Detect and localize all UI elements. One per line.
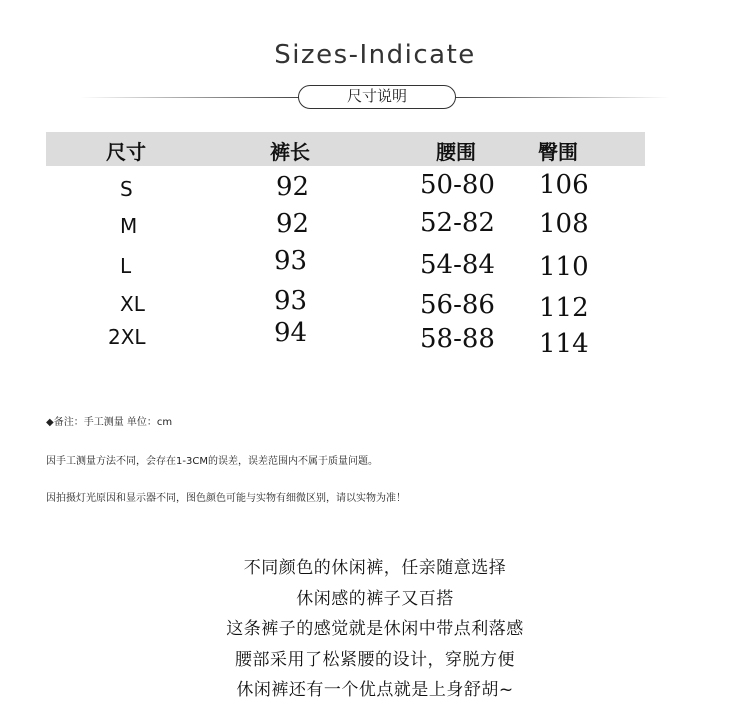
cell-hip: 114 [539, 329, 589, 359]
cell-length: 93 [274, 246, 308, 276]
cell-waist: 54-84 [420, 250, 495, 280]
cell-hip: 110 [539, 252, 589, 282]
cell-length: 93 [274, 286, 308, 316]
cell-size: S [120, 177, 133, 201]
description-line: 这条裤子的感觉就是休闲中带点利落感 [226, 619, 524, 639]
cell-size: XL [120, 292, 145, 316]
header-waist: 腰围 [436, 140, 476, 164]
description-line: 休闲感的裤子又百搭 [296, 589, 454, 609]
note-color: 因拍摄灯光原因和显示器不同，图色颜色可能与实物有细微区别，请以实物为准！ [46, 493, 406, 504]
description-line: 腰部采用了松紧腰的设计，穿脱方便 [235, 650, 515, 670]
divider-left [80, 97, 300, 98]
page-title: Sizes-Indicate [274, 40, 476, 70]
note-unit: ◆备注：手工测量 单位：cm [46, 417, 173, 428]
note-error: 因手工测量方法不同，会存在1-3CM的误差，误差范围内不属于质量问题。 [46, 456, 378, 467]
description-line: 休闲裤还有一个优点就是上身舒胡~ [236, 680, 514, 700]
cell-length: 92 [276, 209, 310, 239]
cell-waist: 58-88 [420, 324, 495, 354]
cell-size: M [120, 214, 138, 238]
cell-hip: 112 [539, 293, 589, 323]
cell-size: 2XL [108, 325, 146, 349]
description-line: 不同颜色的休闲裤，任亲随意选择 [243, 558, 507, 578]
header-hip: 臀围 [538, 140, 578, 164]
cell-waist: 56-86 [420, 290, 495, 320]
cell-length: 92 [276, 172, 310, 202]
cell-waist: 50-80 [420, 170, 495, 200]
divider-right [455, 97, 670, 98]
cell-hip: 106 [539, 170, 589, 200]
cell-length: 94 [274, 318, 308, 348]
header-length: 裤长 [270, 140, 310, 164]
header-size: 尺寸 [106, 140, 146, 164]
cell-hip: 108 [539, 209, 589, 239]
cell-waist: 52-82 [420, 208, 495, 238]
section-pill-label: 尺寸说明 [298, 85, 456, 109]
cell-size: L [120, 254, 132, 278]
